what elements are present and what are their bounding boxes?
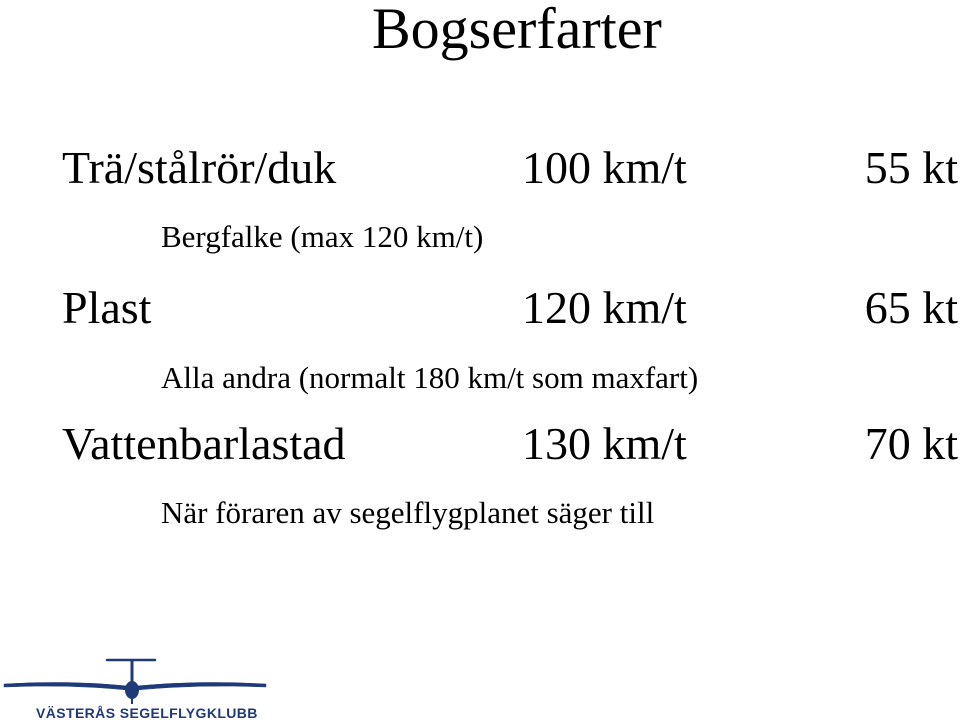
speed-kt: 70 kt [864,418,958,469]
speed-kmh: 130 km/t [522,418,687,469]
glider-type: Vattenbarlastad [62,418,346,469]
speed-kt: 55 kt [864,142,958,193]
club-logo [0,650,280,723]
speed-row-plastic [0,280,960,336]
speed-kmh: 100 km/t [522,142,687,193]
speed-note-plastic: Alla andra (normalt 180 km/t som maxfart) [161,360,699,395]
glider-type: Trä/stålrör/duk [62,142,337,193]
speed-kt: 65 kt [864,282,958,333]
glider-type: Plast [62,282,152,333]
speed-row-wood [0,140,960,196]
speed-note-wood: Bergfalke (max 120 km/t) [161,219,484,254]
club-name: VÄSTERÅS SEGELFLYGKLUBB [36,705,258,721]
speed-row-ballast [0,416,960,472]
glider-icon [0,650,280,705]
speed-note-ballast: När föraren av segelflygplanet säger till [161,495,655,530]
speed-kmh: 120 km/t [522,282,687,333]
slide-title: Bogserfarter [372,0,662,61]
